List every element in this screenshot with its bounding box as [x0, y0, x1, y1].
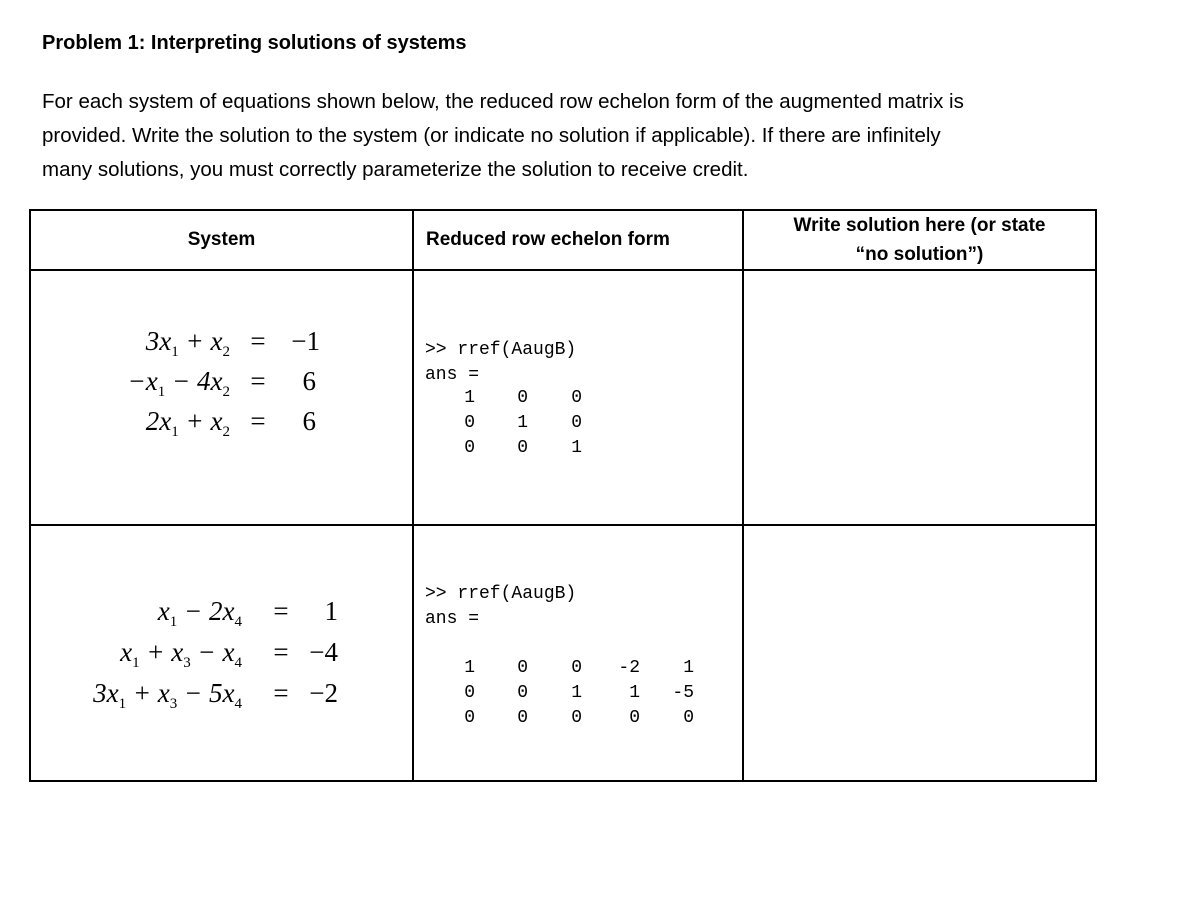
matrix-cell: 1: [571, 438, 582, 458]
matrix-cell: 0: [464, 438, 475, 458]
equation-rhs: 1: [324, 596, 338, 626]
header-solution: [743, 210, 1096, 270]
matrix-cell: 0: [517, 658, 528, 678]
matrix-cell: 0: [517, 438, 528, 458]
matrix-cell: 1: [517, 413, 528, 433]
equation-rhs: −4: [309, 637, 338, 667]
equation-rhs: −1: [291, 326, 320, 356]
equation-rhs: 6: [302, 406, 316, 436]
matrix-cell: 0: [464, 708, 475, 728]
equation-lhs: $3x_1 + x_2$: [145, 326, 230, 360]
instructions-line: For each system of equations shown below, the reduced row echelon form of the augmented matrix is: [42, 90, 964, 113]
matrix-cell: 0: [517, 683, 528, 703]
matrix-cell: 0: [683, 708, 694, 728]
rref-ans-label: ans =: [425, 608, 480, 629]
instructions-line: many solutions, you must correctly parameterize the solution to receive credit.: [42, 158, 749, 181]
solution-cell[interactable]: [743, 270, 1096, 525]
matrix-cell: 0: [464, 413, 475, 433]
matrix-cell: 0: [517, 708, 528, 728]
equals-sign: =: [250, 366, 266, 396]
matrix-cell: 0: [464, 683, 475, 703]
equation-rhs: 6: [302, 366, 316, 396]
rref-output-1: [425, 338, 576, 387]
equals-sign: =: [273, 596, 289, 626]
equals-sign: =: [250, 406, 266, 436]
equals-sign: =: [273, 678, 289, 708]
matrix-cell: 1: [629, 683, 640, 703]
matrix-cell: 1: [464, 388, 475, 408]
rref-command: >> rref(AaugB): [425, 584, 577, 604]
header-solution-line2: “no solution”): [855, 244, 984, 265]
equation-lhs: $-x_1 - 4x_2$: [127, 366, 230, 400]
matrix-cell: -2: [618, 658, 640, 678]
equation-rhs: −2: [309, 678, 338, 708]
rref-cell: [413, 525, 743, 781]
equation-lhs: $x_1 - 2x_4$: [157, 596, 242, 630]
instructions: [42, 85, 1102, 187]
rref-command: >> rref(AaugB): [425, 340, 577, 360]
equation-lhs: $3x_1 + x_3 - 5x_4$: [93, 678, 242, 712]
rref-output-2: [425, 582, 576, 631]
header-solution-line1: Write solution here (or state: [793, 215, 1046, 236]
matrix-cell: 0: [517, 388, 528, 408]
matrix-cell: 1: [571, 683, 582, 703]
equals-sign: =: [273, 637, 289, 667]
header-rref: Reduced row echelon form: [413, 210, 743, 270]
equation-lhs: $2x_1 + x_2$: [145, 406, 230, 440]
matrix-cell: 0: [571, 388, 582, 408]
matrix-cell: 0: [571, 708, 582, 728]
problem-title: Problem 1: Interpreting solutions of systems: [42, 32, 467, 54]
equation-lhs: $x_1 + x_3 - x_4$: [120, 637, 242, 671]
instructions-line: provided. Write the solution to the system (or indicate no solution if applicable). If there are infinitely: [42, 124, 941, 147]
header-system: System: [30, 210, 413, 270]
solution-cell[interactable]: [743, 525, 1096, 781]
matrix-cell: 1: [683, 658, 694, 678]
matrix-cell: 0: [571, 658, 582, 678]
matrix-cell: 0: [571, 413, 582, 433]
equals-sign: =: [250, 326, 266, 356]
matrix-cell: 1: [464, 658, 475, 678]
matrix-cell: 0: [629, 708, 640, 728]
matrix-cell: -5: [672, 683, 694, 703]
header-row: [30, 210, 1096, 270]
rref-ans-label: ans =: [425, 364, 480, 385]
